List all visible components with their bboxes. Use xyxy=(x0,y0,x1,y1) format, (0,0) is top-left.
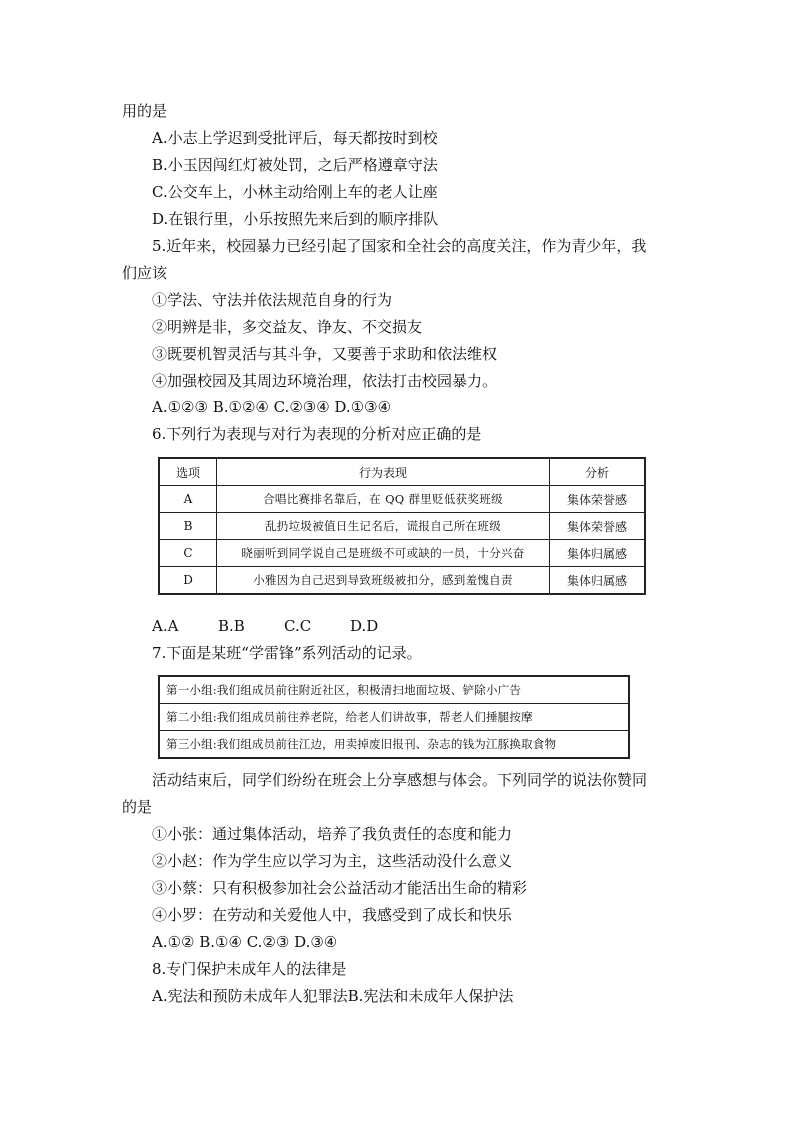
q7-item-3: ③小蔡：只有积极参加社会公益活动才能活出生命的精彩 xyxy=(152,879,528,897)
q6-choice-c: C.C xyxy=(284,617,312,635)
table-row xyxy=(159,486,645,513)
table-row xyxy=(159,540,645,567)
table-cell-option: B xyxy=(159,513,217,540)
q7-item-4: ④小罗：在劳动和关爱他人中，我感受到了成长和快乐 xyxy=(152,906,513,924)
q4-option-b: B.小玉因闯红灯被处罚，之后严格遵章守法 xyxy=(152,156,438,174)
q6-choice-d: D.D xyxy=(350,617,379,635)
q8-stem: 8.专门保护未成年人的法律是 xyxy=(152,960,347,978)
q6-choice-b: B.B xyxy=(218,617,245,635)
record-group-2: 第二小组:我们组成员前往养老院，给老人们讲故事，帮老人们捶腿按摩 xyxy=(159,704,629,731)
table-header-cell: 分析 xyxy=(550,458,646,486)
table-cell-option: C xyxy=(159,540,217,567)
q5-choices: A.①②③ B.①②④ C.②③④ D.①③④ xyxy=(152,398,392,416)
table-header-cell: 选项 xyxy=(159,458,217,486)
q4-stem-tail: 用的是 xyxy=(122,102,168,120)
q6-table xyxy=(158,457,646,595)
q5-item-2: ②明辨是非，多交益友、诤友、不交损友 xyxy=(152,318,423,336)
table-cell-behavior: 晓丽听到同学说自己是班级不可或缺的一员，十分兴奋 xyxy=(217,540,550,567)
table-cell-behavior: 合唱比赛排名靠后，在 QQ 群里贬低获奖班级 xyxy=(217,486,550,513)
q5-stem-line1: 5.近年来，校园暴力已经引起了国家和全社会的高度关注，作为青少年，我 xyxy=(152,237,647,255)
q5-item-4: ④加强校园及其周边环境治理，依法打击校园暴力。 xyxy=(152,372,498,390)
q5-item-3: ③既要机智灵活与其斗争，又要善于求助和依法维权 xyxy=(152,345,498,363)
q4-option-c: C.公交车上，小林主动给刚上车的老人让座 xyxy=(152,183,438,201)
table-header-cell: 行为表现 xyxy=(217,458,550,486)
q7-after-line2: 的是 xyxy=(122,798,153,816)
table-header-row xyxy=(159,458,645,486)
q5-item-1: ①学法、守法并依法规范自身的行为 xyxy=(152,291,393,309)
q4-option-a: A.小志上学迟到受批评后，每天都按时到校 xyxy=(152,129,438,147)
record-group-1: 第一小组:我们组成员前往附近社区，积极清扫地面垃圾、铲除小广告 xyxy=(159,676,629,704)
q6-choice-a: A.A xyxy=(152,617,179,635)
q7-record-table xyxy=(158,675,630,759)
q7-after-line1: 活动结束后，同学们纷纷在班会上分享感想与体会。下列同学的说法你赞同 xyxy=(152,771,648,789)
q7-item-2: ②小赵：作为学生应以学习为主，这些活动没什么意义 xyxy=(152,852,513,870)
q7-item-1: ①小张：通过集体活动，培养了我负责任的态度和能力 xyxy=(152,825,513,843)
table-cell-option: A xyxy=(159,486,217,513)
table-cell-analysis: 集体归属感 xyxy=(550,540,646,567)
q5-stem-line2: 们应该 xyxy=(122,264,168,282)
q4-option-d: D.在银行里，小乐按照先来后到的顺序排队 xyxy=(152,210,439,228)
record-group-3: 第三小组:我们组成员前往江边，用卖掉废旧报刊、杂志的钱为江豚换取食物 xyxy=(159,731,629,759)
table-row xyxy=(159,676,629,704)
q6-choices xyxy=(152,616,378,636)
table-cell-behavior: 小雅因为自己迟到导致班级被扣分，感到羞愧自责 xyxy=(217,567,550,595)
table-row xyxy=(159,513,645,540)
table-row xyxy=(159,731,629,759)
table-cell-behavior: 乱扔垃圾被值日生记名后，谎报自己所在班级 xyxy=(217,513,550,540)
table-cell-analysis: 集体归属感 xyxy=(550,567,646,595)
table-row xyxy=(159,704,629,731)
q8-choices-line: A.宪法和预防未成年人犯罪法B.宪法和未成年人保护法 xyxy=(152,987,514,1005)
table-cell-analysis: 集体荣誉感 xyxy=(550,513,646,540)
table-cell-analysis: 集体荣誉感 xyxy=(550,486,646,513)
table-cell-option: D xyxy=(159,567,217,595)
table-row xyxy=(159,567,645,595)
q7-choices: A.①② B.①④ C.②③ D.③④ xyxy=(152,933,338,951)
q7-stem: 7.下面是某班“学雷锋”系列活动的记录。 xyxy=(152,644,422,662)
q6-stem: 6.下列行为表现与对行为表现的分析对应正确的是 xyxy=(152,425,482,443)
